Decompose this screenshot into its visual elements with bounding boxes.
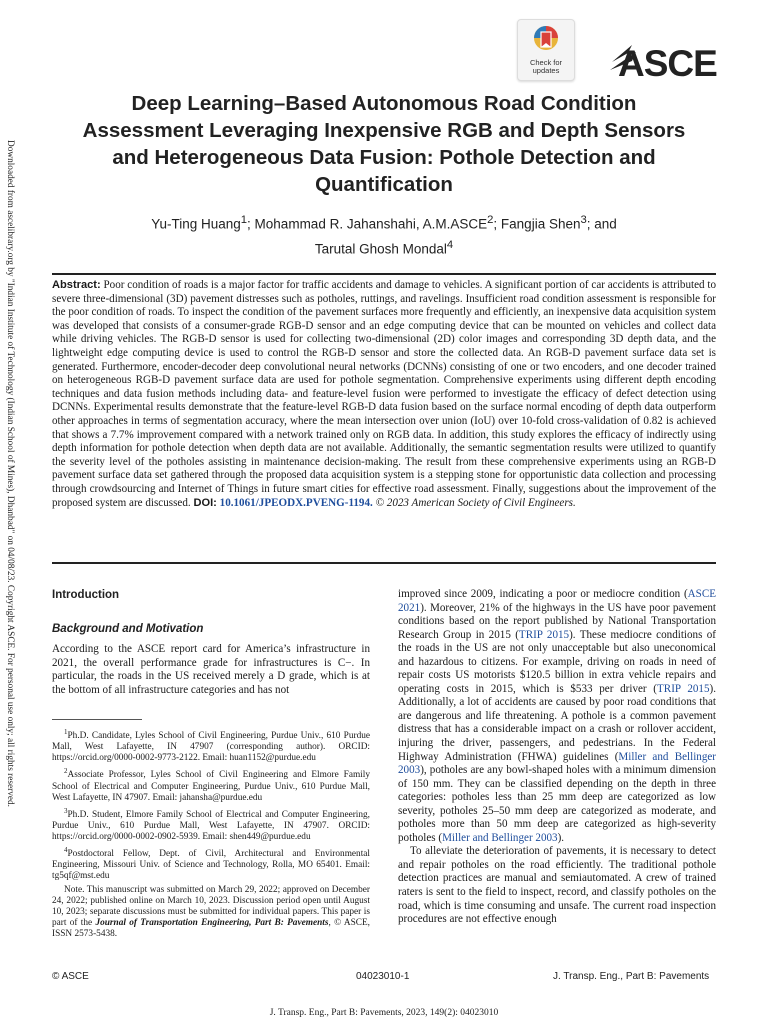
ref-miller-bellinger-2003-b[interactable]: Miller and Bellinger 2003 bbox=[442, 831, 558, 844]
author-2: ; Mohammad R. Jahanshahi, A.M.ASCE bbox=[247, 216, 488, 232]
footnote-3: $^3$Ph.D. Student, Elmore Family School of Electrical and Computer Engineering, Purdue Univ., 610 Purdue Mall, West Lafayette, IN 47907. ORCID: https://orcid.org/0000-0002-0902-5939. Email: shen449@purdue.edu bbox=[52, 806, 370, 843]
doi-link[interactable]: 10.1061/JPEODX.PVENG-1194. bbox=[219, 496, 373, 509]
abstract-copyright: © 2023 American Society of Civil Engineers. bbox=[375, 496, 576, 509]
asce-logo bbox=[610, 40, 718, 80]
author-4: Tarutal Ghosh Mondal bbox=[314, 241, 447, 256]
check-updates-icon bbox=[532, 24, 560, 54]
introduction-heading: Introduction bbox=[52, 589, 120, 601]
ref-asce-2021[interactable]: ASCE 2021 bbox=[398, 588, 716, 614]
left-column-text bbox=[52, 643, 370, 697]
author-and: ; and bbox=[586, 216, 617, 232]
author-list bbox=[100, 210, 668, 259]
footer-page-id: 04023010-1 bbox=[356, 971, 410, 982]
right-column-text bbox=[398, 588, 716, 927]
journal-name: Journal of Transportation Engineering, Part B: Pavements bbox=[95, 917, 329, 928]
author-1-affiliation: 1 bbox=[240, 214, 248, 226]
ref-miller-bellinger-2003[interactable]: Miller and Bellinger 2003 bbox=[398, 750, 716, 777]
doi-label: DOI: bbox=[193, 496, 217, 509]
author-2-affiliation: 2 bbox=[487, 214, 494, 226]
download-watermark bbox=[1, 140, 15, 900]
download-notice: Downloaded from ascelibrary.org by "Indian Institute of Technology (Indian School of Mines), Dhanbad" on 04/08/23. Copyright ASCE. For personal use only; all rights reserved. bbox=[5, 140, 15, 807]
abstract-text: Poor condition of roads is a major factor for traffic accidents and damage to vehicles. A significant portion of car accidents is attributed to severe three-dimensional (3D) pavement distresses such as potholes, ruttings, and ravelings. Insufficient road condition assessment is responsible for the poor condition of roads. To inspect the condition of the pavement surfaces more frequently and efficiently, an inexpensive data acquisition system was developed that consists of a consumer-grade RGB-D sensor and an edge computing device that can be mounted on vehicles and collect data while driving vehicles. The RGB-D sensor is used for collecting two-dimensional (2D) color images and corresponding 3D depth data, and the lightweight edge computing device is used to control the RGB-D sensor and store the collected data. An RGB-D pavement surface data set is generated. Furthermore, encoder-decoder deep convolutional neural networks (DCNNs) consisting of one or two encoders, and one decoder trained on heterogeneous RGB-D pavement surface data are used for pothole segmentation. Comprehensive experiments using different depth encoding techniques and data fusion methods including data- and feature-level fusion were performed to investigate the efficacy of defect detection using DCNNs. Experimental results demonstrate that the feature-level RGB-D data fusion based on the surface normal encoding of depth data outperform other approaches in terms of segmentation accuracy, where the mean intersection over union (IoU) over 10-fold cross-validation of 0.82 is achieved that shows a 7.7% improvement compared with a network trained only on RGB data. In addition, this study explores the efficacy of indirectly using depth information for pothole detection when depth data are not available. Additionally, the semantic segmentation results were utilized to quantify the severity level of the potholes assisting in maintenance decision-making. The result from these comprehensive experiments using an RGB-D pavement surface data set gathered through the proposed data acquisition system is a stepping stone for opportunistic data collection and processing through crowdsourcing and Internet of Things in future smart cities for effective road assessment. Finally, suggestions about the improvement of the proposed system are discussed. bbox=[52, 279, 716, 509]
check-for-updates-badge[interactable] bbox=[517, 19, 575, 81]
abstract-bottom-rule bbox=[52, 562, 716, 564]
footnote-2: $^2$Associate Professor, Lyles School of Civil Engineering and Elmore Family School of Electrical and Computer Engineering, Purdue Univ., 610 Purdue Mall, West Lafayette, IN 47907. Email: jahansha@purdue.edu bbox=[52, 767, 370, 803]
author-3: ; Fangjia Shen bbox=[493, 216, 581, 232]
check-for-label: Check for bbox=[529, 58, 563, 67]
footnote-4: $^4$Postdoctoral Fellow, Dept. of Civil, Architectural and Environmental Engineering, Missouri Univ. of Science and Technology, Rolla, MO 65401. Email: tg5qf@mst.edu bbox=[52, 846, 370, 882]
intro-paragraph: According to the ASCE report card for America’s infrastructure in 2021, the overall performance grade for infrastructures is C−. In particular, the roads in the US received merely a D grade, which is at the bottom of all infrastructure categories and has not bbox=[52, 643, 370, 696]
footnote-rule bbox=[52, 719, 142, 720]
asce-wordmark: ASCE bbox=[618, 43, 717, 80]
footnotes bbox=[52, 727, 370, 942]
footnote-1: $^1$Ph.D. Candidate, Lyles School of Civil Engineering, Purdue Univ., 610 Purdue Mall, West Lafayette, IN 47907 (corresponding author). ORCID: https://orcid.org/0000-0002-9773-2122. Email: huan1152@purdue.edu bbox=[52, 728, 370, 764]
citation-line: J. Transp. Eng., Part B: Pavements, 2023, 149(2): 04023010 bbox=[269, 1008, 499, 1018]
author-3-affiliation: 3 bbox=[580, 214, 587, 226]
abstract-top-rule bbox=[52, 273, 716, 275]
right-paragraph-1: improved since 2009, indicating a poor or mediocre condition (ASCE 2021). Moreover, 21% of the highways in the US have poor pavement conditions based on the report published by National Transportation Research Group in 2015 (TRIP 2015). These mediocre conditions of the roads in the US are not only unacceptable but also uneconomical and hazardous to citizens. For example, driving on roads in need of repair costs US motorists $120.5 billion in extra vehicle repairs and operating costs in 2015, which is $533 per driver (TRIP 2015). Additionally, a lot of accidents are caused by poor road conditions that are dangerous and life threatening. A pothole is a common pavement distress that has a considerable impact on a crash or rollover accident, injuring the driver, passengers, and pedestrians. In the Federal Highway Administration (FHWA) guidelines (Miller and Bellinger 2003), potholes are any bowl-shaped holes with a minimum dimension of 150 mm. They can be classified depending on the depth in three categories: potholes less than 25 mm deep are categorized as low severity, potholes 25–50 mm deep are categorized as moderate, and potholes more than 50 mm deep are categorized as high-severity potholes (Miller and Bellinger 2003). bbox=[398, 588, 716, 844]
author-4-affiliation: 4 bbox=[446, 238, 454, 251]
updates-label: updates bbox=[532, 66, 560, 75]
right-paragraph-2: To alleviate the deterioration of pavements, it is necessary to detect and repair potholes on the road efficiently. The traditional pothole detection practices are manual and semiautomated. A crew of trained raters is sent to the field to inspect, record, and classify potholes on the road, which is time consuming and unsafe. The current road inspection procedures are not effective enough bbox=[398, 845, 716, 926]
manuscript-note: Note. This manuscript was submitted on March 29, 2022; approved on December 24, 2022; published online on March 10, 2023. Discussion period open until August 10, 2023; separate discussions must be submitted for individual papers. This paper is part of the Journal of Transportation Engineering, Part B: Pavements, © ASCE, ISSN 2573-5438. bbox=[52, 884, 370, 939]
paper-title: Deep Learning–Based Autonomous Road Condition Assessment Leveraging Inexpensive RGB and Depth Sensors and Heterogeneous Data Fusion: Pothole Detection and Quantification bbox=[82, 92, 686, 196]
ref-trip-2015[interactable]: TRIP 2015 bbox=[518, 628, 570, 641]
author-1: Yu-Ting Huang bbox=[151, 216, 241, 232]
background-subheading: Background and Motivation bbox=[52, 623, 204, 635]
footer-left: © ASCE bbox=[52, 971, 89, 982]
abstract-label: Abstract: bbox=[52, 279, 101, 291]
abstract bbox=[52, 279, 716, 510]
footer-journal: J. Transp. Eng., Part B: Pavements bbox=[553, 971, 710, 982]
ref-trip-2015-b[interactable]: TRIP 2015 bbox=[657, 682, 710, 695]
